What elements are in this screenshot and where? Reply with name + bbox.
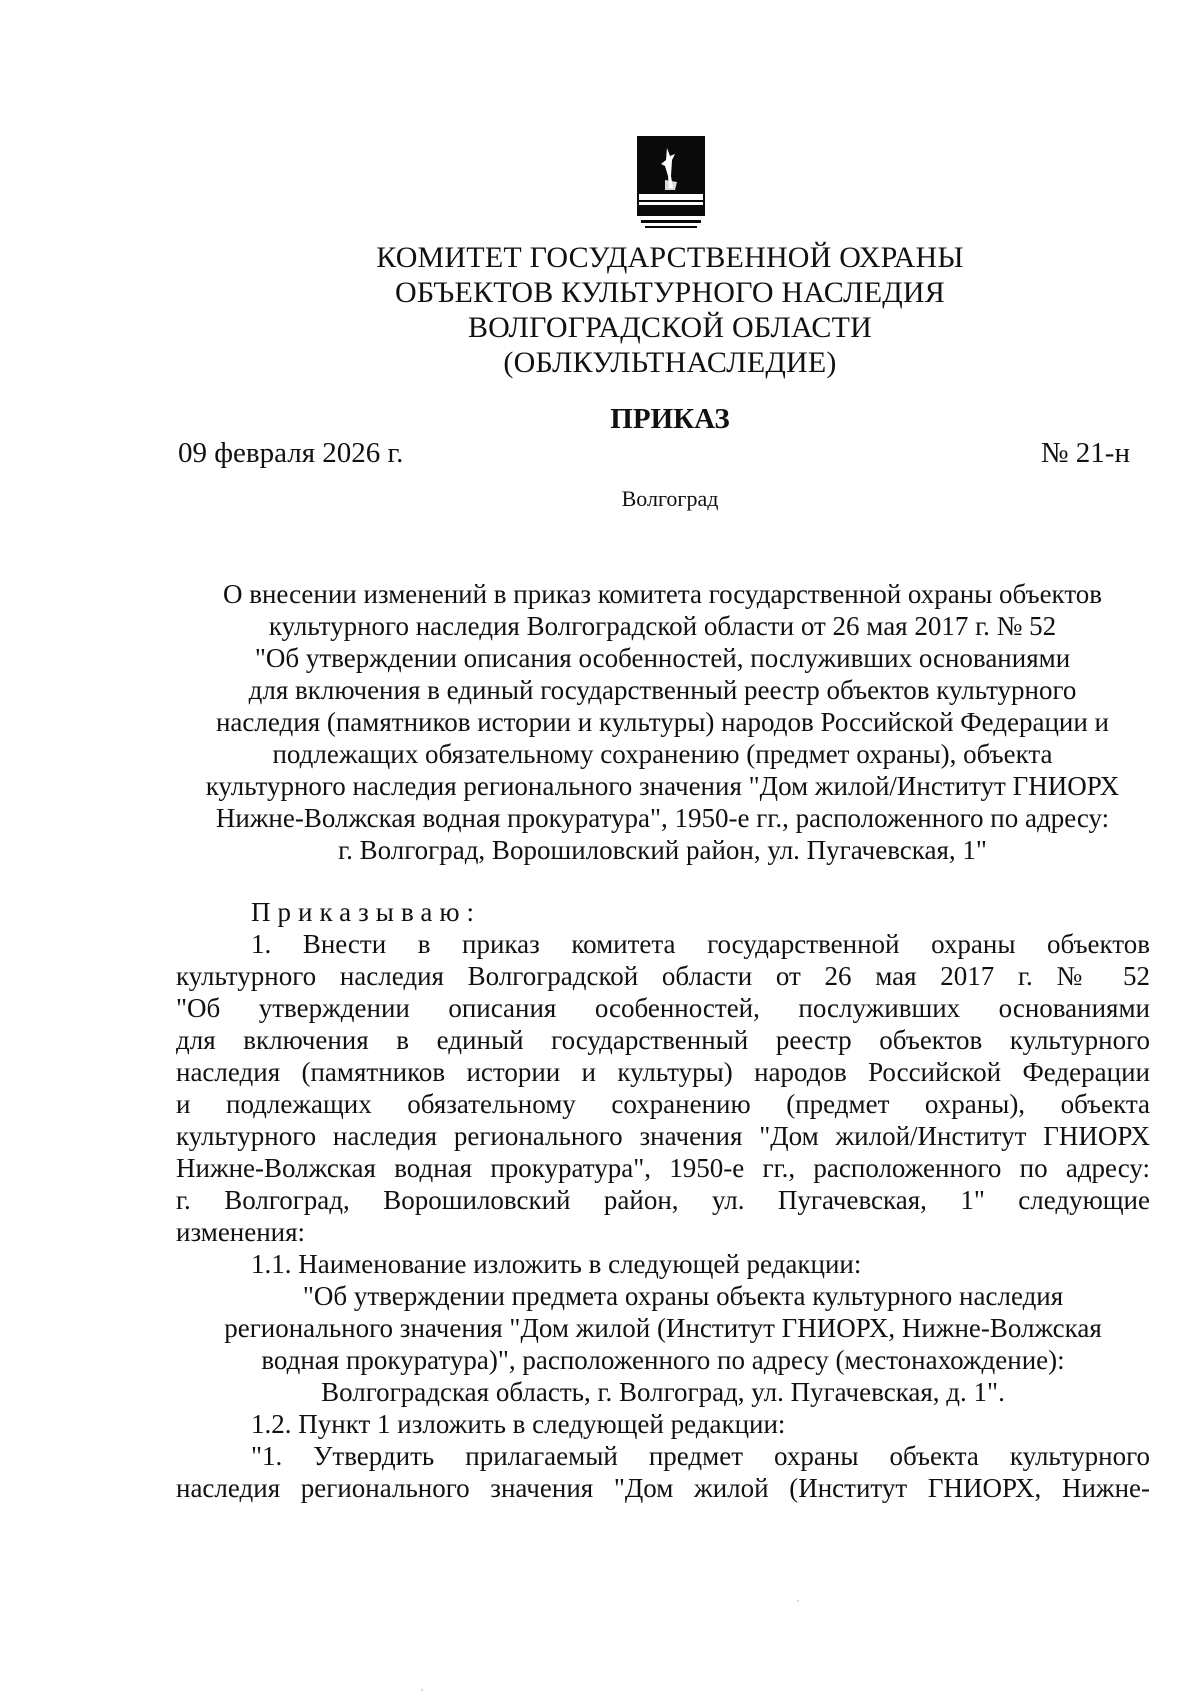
item-1-line: и подлежащих обязательному сохранению (предмет охраны), объекта bbox=[176, 1089, 1150, 1119]
title-line: О внесении изменений в приказ комитета государственной охраны объектов bbox=[222, 579, 1103, 609]
quote-line: водная прокуратура)", расположенного по адресу (местонахождение): bbox=[261, 1345, 1065, 1375]
item-1-line: г. Волгоград, Ворошиловский район, ул. Пугачевская, 1" следующие bbox=[176, 1185, 1150, 1215]
title-line: культурного наследия Волгоградской области от 26 мая 2017 г. № 52 bbox=[268, 611, 1057, 641]
quote-line: "Об утверждении предмета охраны объекта культурного наследия bbox=[302, 1281, 1064, 1311]
title-line: Нижне-Волжская водная прокуратура", 1950-е гг., расположенного по адресу: bbox=[215, 803, 1110, 833]
committee-line-2: ОБЪЕКТОВ КУЛЬТУРНОГО НАСЛЕДИЯ bbox=[394, 276, 945, 309]
item-1-line: Нижне-Волжская водная прокуратура", 1950-е гг., расположенного по адресу: bbox=[176, 1153, 1150, 1183]
title-line: наследия (памятников истории и культуры) народов Российской Федерации и bbox=[215, 707, 1110, 737]
title-line: г. Волгоград, Ворошиловский район, ул. Пугачевская, 1" bbox=[338, 835, 987, 865]
quote-line: Волгоградская область, г. Волгоград, ул. Пугачевская, д. 1". bbox=[321, 1377, 1005, 1407]
item-1-line: изменения: bbox=[176, 1217, 306, 1247]
title-line: подлежащих обязательному сохранению (предмет охраны), объекта bbox=[272, 739, 1053, 769]
scan-artifact bbox=[797, 1600, 799, 1602]
item-1-2-text bbox=[176, 1440, 1150, 1504]
document-body bbox=[176, 896, 1150, 1504]
order-word: Приказываю: bbox=[251, 897, 481, 927]
item-1-line: "Об утверждении описания особенностей, послуживших основаниями bbox=[176, 993, 1150, 1023]
title-line: "Об утверждении описания особенностей, послуживших основаниями bbox=[254, 643, 1071, 673]
item-1-line: для включения в единый государственный реестр объектов культурного bbox=[176, 1025, 1150, 1055]
item-1-2-line: наследия регионального значения "Дом жилой (Институт ГНИОРХ, Нижне- bbox=[176, 1473, 1150, 1503]
item-1-line: культурного наследия Волгоградской области от 26 мая 2017 г. № 52 bbox=[176, 961, 1150, 991]
scan-artifact bbox=[421, 1689, 423, 1691]
quote-line: регионального значения "Дом жилой (Институт ГНИОРХ, Нижне-Волжская bbox=[224, 1313, 1102, 1343]
committee-header bbox=[300, 240, 1040, 380]
item-1-line: 1. Внести в приказ комитета государственной охраны объектов bbox=[251, 929, 1150, 959]
document-number: № 21-н bbox=[1040, 437, 1130, 469]
item-1-2-line: "1. Утвердить прилагаемый предмет охраны объекта культурного bbox=[251, 1441, 1150, 1471]
committee-line-1: КОМИТЕТ ГОСУДАРСТВЕННОЙ ОХРАНЫ bbox=[376, 241, 964, 274]
item-1 bbox=[176, 928, 1150, 1248]
document-date: 09 февраля 2026 г. bbox=[178, 437, 404, 469]
document-title bbox=[175, 578, 1150, 866]
committee-line-4: (ОБЛКУЛЬТНАСЛЕДИЕ) bbox=[503, 346, 837, 379]
title-line: культурного наследия регионального значения "Дом жилой/Институт ГНИОРХ bbox=[205, 771, 1120, 801]
document-city: Волгоград bbox=[621, 486, 719, 511]
item-1-line: культурного наследия регионального значения "Дом жилой/Институт ГНИОРХ bbox=[176, 1121, 1150, 1151]
quoted-title bbox=[176, 1280, 1150, 1408]
document-type: ПРИКАЗ bbox=[610, 403, 730, 435]
item-1-1: 1.1. Наименование изложить в следующей редакции: bbox=[251, 1249, 862, 1279]
volgograd-coat-of-arms-icon bbox=[635, 136, 707, 232]
item-1-2: 1.2. Пункт 1 изложить в следующей редакции: bbox=[251, 1409, 786, 1439]
item-1-line: наследия (памятников истории и культуры) народов Российской Федерации bbox=[176, 1057, 1150, 1087]
committee-line-3: ВОЛГОГРАДСКОЙ ОБЛАСТИ bbox=[467, 311, 873, 344]
title-line: для включения в единый государственный реестр объектов культурного bbox=[248, 675, 1077, 705]
